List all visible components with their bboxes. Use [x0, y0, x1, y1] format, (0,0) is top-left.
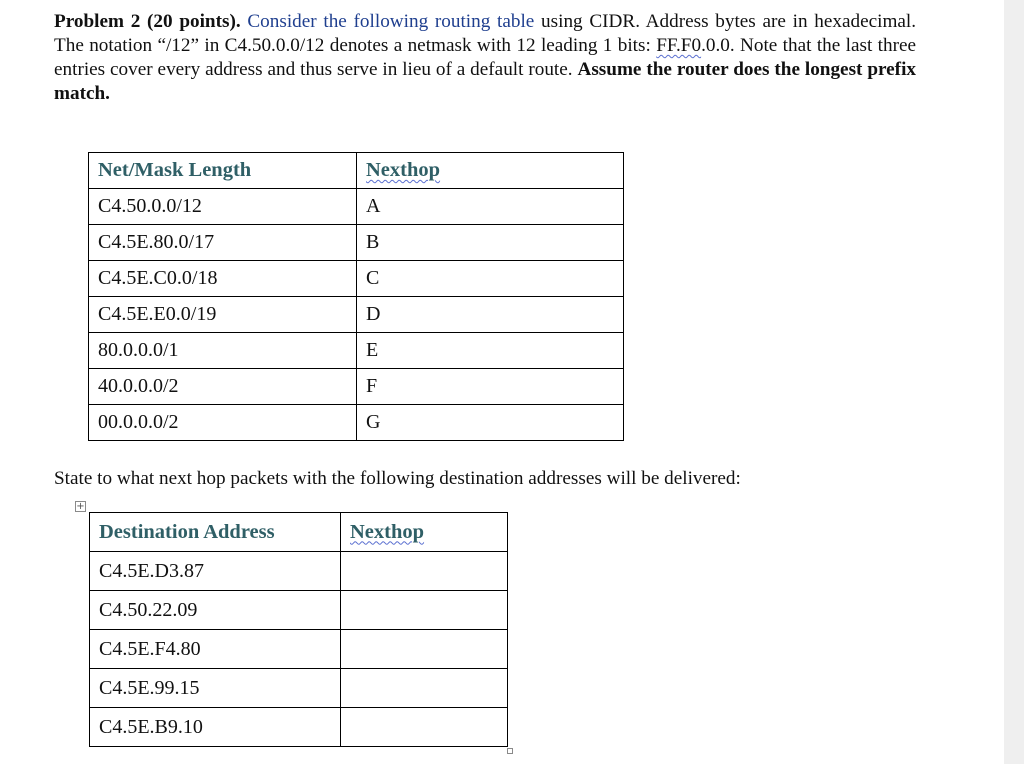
table-row [89, 261, 624, 297]
destination-nexthop-cell[interactable] [341, 552, 508, 591]
routing-net-cell: C4.5E.80.0/17 [89, 225, 357, 261]
destination-address-cell: C4.50.22.09 [90, 591, 341, 630]
window-gutter [1004, 0, 1024, 764]
table-row [90, 708, 508, 747]
destination-address-cell: C4.5E.F4.80 [90, 630, 341, 669]
table-row [89, 369, 624, 405]
table-row [89, 189, 624, 225]
table-row [89, 225, 624, 261]
routing-nexthop-cell: C [357, 261, 624, 297]
routing-table [88, 152, 624, 441]
destination-table [89, 512, 508, 747]
routing-header-net: Net/Mask Length [89, 153, 357, 189]
destination-header-nexthop: Nexthop [341, 513, 508, 552]
question-text: State to what next hop packets with the following destination addresses will be delivered: [54, 468, 741, 489]
routing-nexthop-cell: G [357, 405, 624, 441]
table-row [90, 552, 508, 591]
destination-nexthop-cell[interactable] [341, 669, 508, 708]
table-move-handle-icon[interactable]: + [76, 501, 85, 512]
table-row [89, 297, 624, 333]
routing-net-cell: 40.0.0.0/2 [89, 369, 357, 405]
routing-net-cell: 00.0.0.0/2 [89, 405, 357, 441]
routing-nexthop-cell: A [357, 189, 624, 225]
routing-table-header-row [89, 153, 624, 189]
routing-nexthop-cell: D [357, 297, 624, 333]
destination-nexthop-cell[interactable] [341, 591, 508, 630]
table-row [89, 333, 624, 369]
problem-statement [54, 10, 916, 106]
problem-heading: Problem 2 (20 points). [54, 11, 241, 32]
table-row [89, 405, 624, 441]
routing-net-cell: C4.5E.E0.0/19 [89, 297, 357, 333]
routing-nexthop-cell: E [357, 333, 624, 369]
table-row [90, 669, 508, 708]
problem-bold-closing: Assume the router does the longest prefix match. [54, 59, 916, 104]
problem-intro-rest: using CIDR. Address bytes are in hexadecimal. The notation “/12” in C4.50.0.0/12 denotes a netmask with 12 leading 1 bits: [54, 11, 917, 56]
destination-header-address: Destination Address [90, 513, 341, 552]
destination-address-cell: C4.5E.B9.10 [90, 708, 341, 747]
destination-nexthop-cell[interactable] [341, 708, 508, 747]
destination-address-cell: C4.5E.D3.87 [90, 552, 341, 591]
routing-header-nexthop: Nexthop [357, 153, 624, 189]
routing-net-cell: C4.5E.C0.0/18 [89, 261, 357, 297]
table-resize-handle[interactable] [507, 748, 513, 754]
table-row [90, 591, 508, 630]
routing-net-cell: 80.0.0.0/1 [89, 333, 357, 369]
netmask-hex: FF.F0 [656, 35, 702, 56]
destination-nexthop-cell[interactable] [341, 630, 508, 669]
routing-nexthop-cell: F [357, 369, 624, 405]
table-row [90, 630, 508, 669]
routing-nexthop-cell: B [357, 225, 624, 261]
routing-net-cell: C4.50.0.0/12 [89, 189, 357, 225]
destination-address-cell: C4.5E.99.15 [90, 669, 341, 708]
destination-table-header-row [90, 513, 508, 552]
problem-mask-tail: .0.0. Note that the last three entries cover every address and thus serve in lieu of a default route. [54, 35, 916, 80]
problem-intro-accent: Consider the following routing table [247, 11, 535, 32]
